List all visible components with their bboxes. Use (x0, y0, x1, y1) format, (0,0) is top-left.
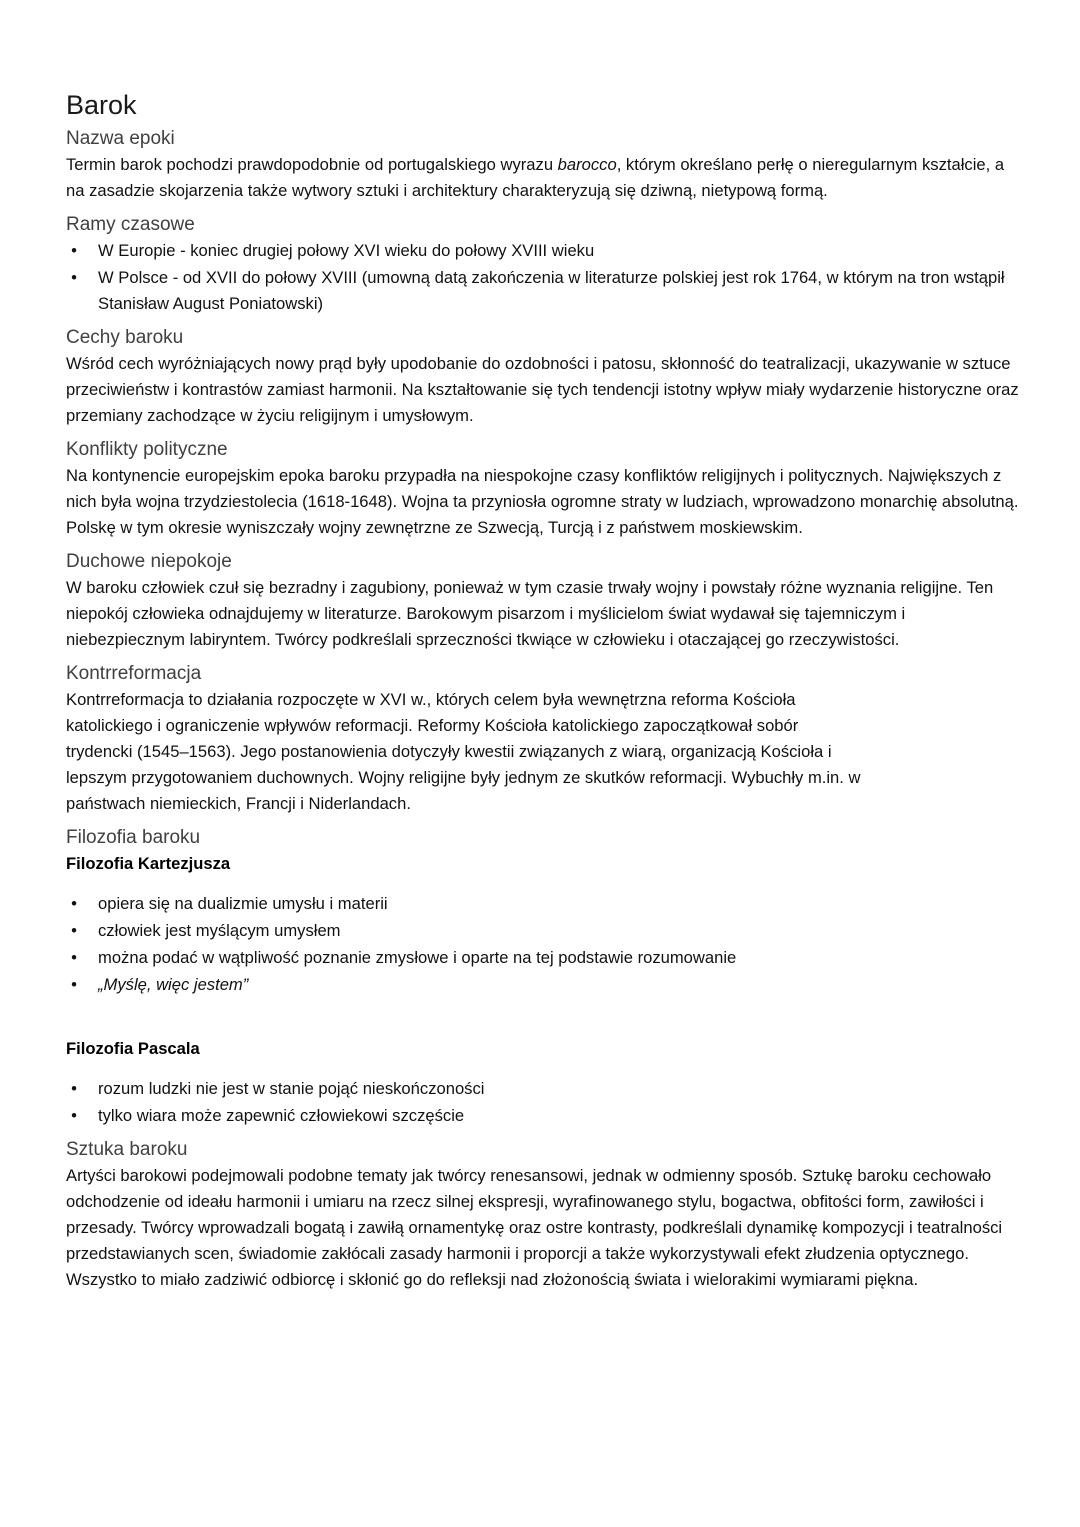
section-heading: Kontrreformacja (66, 663, 202, 684)
section-filozofia-baroku (66, 825, 1020, 1129)
section-heading: Filozofia baroku (66, 827, 201, 848)
list-item (66, 945, 1020, 971)
list-item-text: „Myślę, więc jestem” (98, 975, 249, 994)
italic-term: barocco (557, 155, 617, 174)
section-heading: Nazwa epoki (66, 128, 175, 149)
section-cechy-baroku (66, 325, 1020, 429)
list-item (66, 238, 1020, 264)
list-item-text: opiera się na dualizmie umysłu i materii (98, 894, 388, 913)
section-heading: Cechy baroku (66, 327, 184, 348)
section-heading: Duchowe niepokoje (66, 551, 232, 572)
bullet-icon: • (71, 921, 77, 940)
section-text: Na kontynencie europejskim epoka baroku przypadła na niespokojne czasy konfliktów religijnych i politycznych. Największych z nich była wojna trzydziestolecia (1618-1648). Wojna ta przyniosła ogromne straty w ludziach, wprowadzono monarchię absolutną. Polskę w tym okresie wyniszczały wojny zewnętrzne ze Szwecją, Turcją i z państwem moskiewskim. (66, 466, 1019, 537)
section-text (66, 687, 1020, 817)
bullet-icon: • (71, 268, 77, 287)
subsection-title-pascal: Filozofia Pascala (66, 1039, 200, 1058)
bullet-icon: • (71, 894, 77, 913)
text-line: trydencki (1545–1563). Jego postanowienia dotyczyły kwestii związanych z wiarą, organizacją Kościoła i (66, 742, 832, 761)
bullet-list (66, 891, 1020, 998)
text-line: lepszym przygotowaniem duchownych. Wojny religijne były jednym ze skutków reformacji. Wybuchły m.in. w (66, 768, 861, 787)
list-item (66, 918, 1020, 944)
section-duchowe-niepokoje (66, 549, 1020, 653)
list-item-text: człowiek jest myślącym umysłem (98, 921, 341, 940)
list-item (66, 1103, 1020, 1129)
section-text: W baroku człowiek czuł się bezradny i zagubiony, ponieważ w tym czasie trwały wojny i powstały różne wyznania religijne. Ten niepokój człowieka odnajdujemy w literaturze. Barokowym pisarzom i myślicielom świat wydawał się tajemniczym i niebezpiecznym labiryntem. Twórcy podkreślali sprzeczności tkwiące w człowieku i otaczającej go rzeczywistości. (66, 578, 994, 649)
list-item (66, 265, 1020, 317)
section-sztuka-baroku (66, 1137, 1020, 1293)
section-heading: Sztuka baroku (66, 1139, 188, 1160)
text-line: państwach niemieckich, Francji i Niderlandach. (66, 794, 411, 813)
list-item (66, 1076, 1020, 1102)
spacer (66, 877, 1020, 891)
text-part: , którym określano perłę o nieregularnym kształcie, a na zasadzie skojarzenia także wytwory sztuki i architektury charakteryzują się dziwną, nietypową formą. (66, 155, 1005, 200)
text-line: katolickiego i ograniczenie wpływów reformacji. Reformy Kościoła katolickiego zapoczątkował sobór (66, 716, 799, 735)
spacer (66, 1062, 1020, 1076)
section-heading: Konflikty polityczne (66, 439, 228, 460)
section-konflikty-polityczne (66, 437, 1020, 541)
bullet-icon: • (71, 1079, 77, 1098)
list-item-text: rozum ludzki nie jest w stanie pojąć nieskończoności (98, 1079, 485, 1098)
section-ramy-czasowe (66, 212, 1020, 317)
bullet-icon: • (71, 975, 77, 994)
section-text (66, 152, 1020, 204)
section-heading: Ramy czasowe (66, 214, 195, 235)
spacer (66, 1006, 1020, 1036)
bullet-list (66, 238, 1020, 317)
text-line: Kontrreformacja to działania rozpoczęte w XVI w., których celem była wewnętrzna reforma Kościoła (66, 690, 796, 709)
list-item-text: można podać w wątpliwość poznanie zmysłowe i oparte na tej podstawie rozumowanie (98, 948, 737, 967)
bullet-icon: • (71, 1106, 77, 1125)
bullet-list (66, 1076, 1020, 1129)
list-item-text: tylko wiara może zapewnić człowiekowi szczęście (98, 1106, 465, 1125)
section-text: Wśród cech wyróżniających nowy prąd były upodobanie do ozdobności i patosu, skłonność do teatralizacji, ukazywanie w sztuce przeciwieństw i kontrastów zamiast harmonii. Na kształtowanie się tych tendencji istotny wpływ miały wydarzenie historyczne oraz przemiany zachodzące w życiu religijnym i umysłowym. (66, 354, 1019, 425)
section-nazwa-epoki (66, 126, 1020, 204)
subsection-title-kartezjusz: Filozofia Kartezjusza (66, 854, 231, 873)
bullet-icon: • (71, 241, 77, 260)
list-item (66, 972, 1020, 998)
document-title: Barok (66, 90, 137, 120)
bullet-icon: • (71, 948, 77, 967)
list-item-text: W Polsce - od XVII do połowy XVIII (umowną datą zakończenia w literaturze polskiej jest rok 1764, w którym na tron wstąpił Stanisław August Poniatowski) (98, 268, 1005, 313)
list-item-text: W Europie - koniec drugiej połowy XVI wieku do połowy XVIII wieku (98, 241, 595, 260)
list-item (66, 891, 1020, 917)
section-text: Artyści barokowi podejmowali podobne tematy jak twórcy renesansowi, jednak w odmienny sposób. Sztukę baroku cechowało odchodzenie od ideału harmonii i umiaru na rzecz silnej ekspresji, wyrafinowanego stylu, bogactwa, obfitości form, zawiłości i przesady. Twórcy wprowadzali bogatą i zawiłą ornamentykę oraz ostre kontrasty, podkreślali dynamikę kompozycji i teatralności przedstawianych scen, świadomie zakłócali zasady harmonii i proporcji a także wykorzystywali efekt złudzenia optycznego. Wszystko to miało zadziwić odbiorcę i skłonić go do refleksji nad złożonością świata i wielorakimi wymiarami piękna. (66, 1166, 1003, 1289)
text-part: Termin barok pochodzi prawdopodobnie od portugalskiego wyrazu (66, 155, 558, 174)
section-kontrreformacja (66, 661, 1020, 817)
